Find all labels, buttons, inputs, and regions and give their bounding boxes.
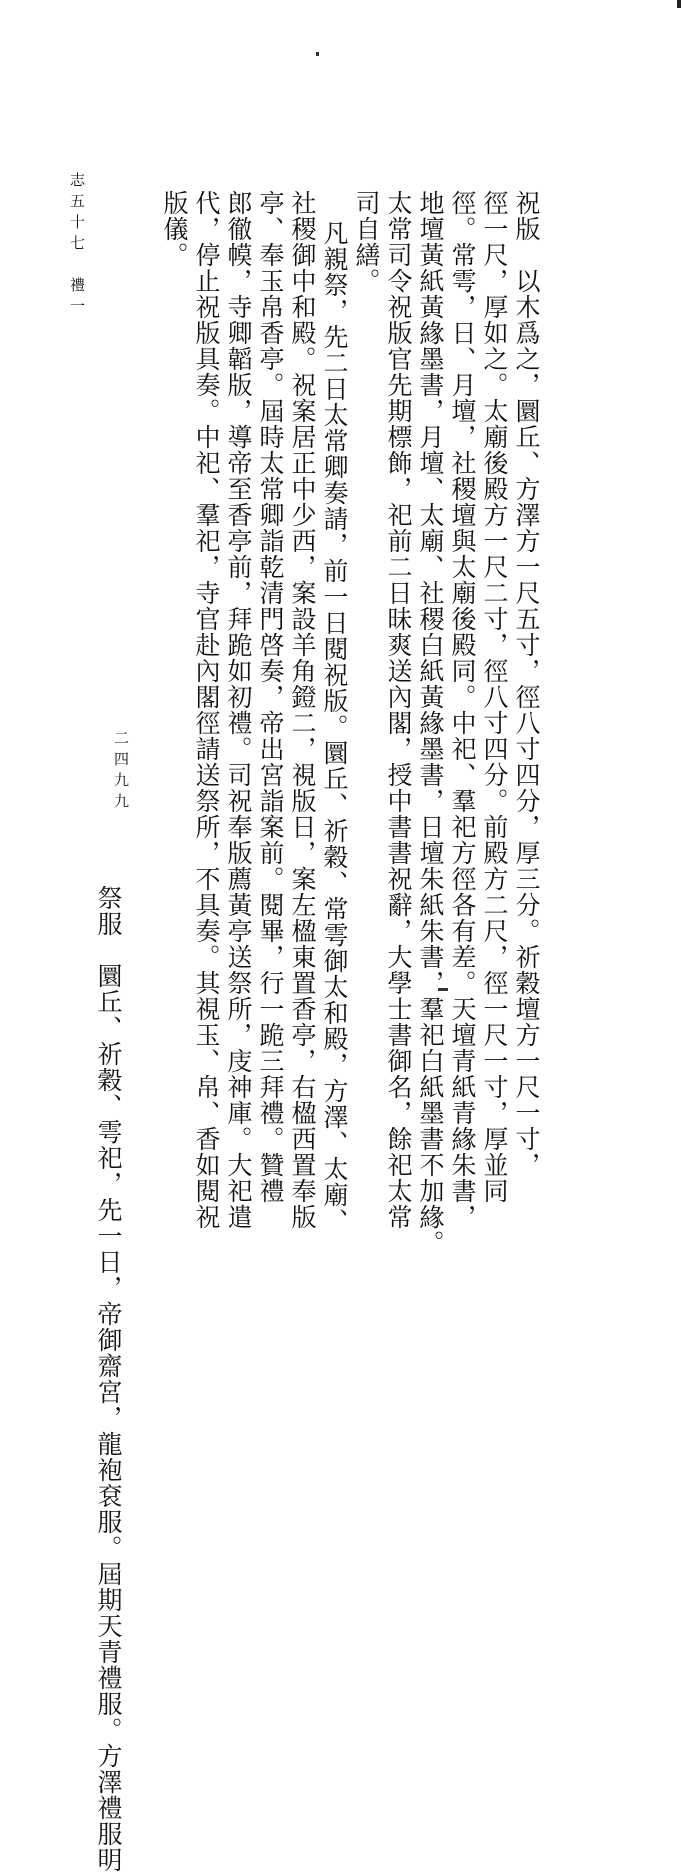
text-column-7: 凡親祭，先二日太常卿奏請，前一日閱祝版。圜丘、祈穀、常雩御太和殿，方澤、太廟、 bbox=[320, 220, 349, 1234]
text-column-2: 徑一尺，厚如之。太廟後殿方一尺二寸，徑八寸四分。前殿方二尺，徑一尺一寸，厚並同 bbox=[480, 190, 509, 1204]
text-column-5: 太常司令祝版官先期標飾，祀前二日昧爽送內閣，授中書書祝辭，大學士書御名，餘祀太常 bbox=[384, 190, 413, 1230]
text-column-12: 版儀。 bbox=[160, 190, 189, 268]
text-column-13: 祭服 圜丘、祈穀、雩祀，先一日，帝御齋宮，龍袍袞服。屆期天青禮服。方澤禮服明 bbox=[94, 885, 123, 1873]
scan-speck bbox=[316, 52, 319, 56]
text-column-1: 祝版 以木爲之，圜丘、方澤方一尺五寸，徑八寸四分，厚三分。祈穀壇方一尺一寸， bbox=[512, 190, 541, 1178]
text-column-8: 社稷御中和殿。祝案居正中少西，案設羊角鐙二，視版日，案左楹東置香亭，右楹西置奉版 bbox=[288, 190, 317, 1230]
text-column-6: 司自繕。 bbox=[352, 190, 381, 294]
running-title: 志五十七 禮一 bbox=[68, 172, 86, 319]
text-column-9: 亭、奉玉帛香亭。屆時太常卿詣乾清門啓奏，帝出宮詣案前。閱畢，行一跪三拜禮。贊禮 bbox=[256, 190, 285, 1204]
page-number: 二四九九 bbox=[112, 730, 130, 814]
text-column-3: 徑。常雩，日、月壇，社稷壇與太廟後殿同。中祀、羣祀方徑各有差。天壇青紙青緣朱書， bbox=[448, 190, 477, 1230]
text-column-4: 地壇黃紙黃緣墨書，月壇、太廟、社稷白紙黃緣墨書，日壇朱紙朱書，羣祀白紙墨書不加緣。 bbox=[416, 190, 445, 1256]
scan-edge-mark bbox=[677, 0, 681, 8]
text-column-11: 代，停止祝版具奏。中祀、羣祀，寺官赴內閣徑請送祭所，不具奏。其視玉、帛、香如閱祝 bbox=[192, 190, 221, 1230]
text-column-10: 郎徹幙，寺卿韜版，導帝至香亭前，拜跪如初禮。司祝奉版薦黃亭送祭所，庋神庫。大祀遣 bbox=[224, 190, 253, 1230]
